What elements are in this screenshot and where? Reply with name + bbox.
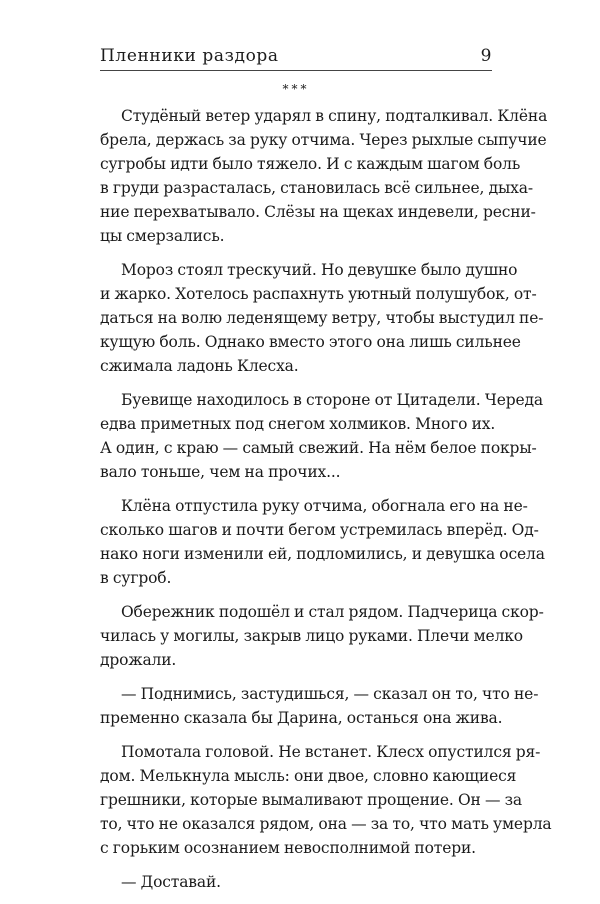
text-line: даться на волю леденящему ветру, чтобы выстудил пе- <box>100 309 544 327</box>
text-line: Буевище находилось в стороне от Цитадели. Череда <box>121 391 543 409</box>
text-line: дом. Мелькнула мысль: они двое, словно кающиеся <box>100 767 517 785</box>
paragraph <box>100 870 492 894</box>
page-number: 9 <box>480 46 492 66</box>
text-line: цы смерзались. <box>100 227 225 245</box>
text-line: брела, держась за руку отчима. Через рыхлые сыпучие <box>100 131 547 149</box>
paragraph <box>100 388 543 484</box>
text-line: в сугроб. <box>100 569 172 587</box>
text-line: Обережник подошёл и стал рядом. Падчерица скор- <box>121 603 544 621</box>
text-line: Мороз стоял трескучий. Но девушке было душно <box>121 261 518 279</box>
body-text <box>100 104 552 904</box>
text-line: А один, с краю — самый свежий. На нём белое покры- <box>100 439 537 457</box>
text-line: и жарко. Хотелось распахнуть уютный полушубок, от- <box>100 285 537 303</box>
text-line: грешники, которые вымаливают прощение. Он — за <box>100 791 522 809</box>
text-line: дрожали. <box>100 651 177 669</box>
text-line: Клёна отпустила руку отчима, обогнала его на не- <box>121 497 528 515</box>
text-line: сугробы идти было тяжело. И с каждым шагом боль <box>100 155 521 173</box>
paragraph <box>100 104 548 248</box>
text-line: сжимала ладонь Клесха. <box>100 357 299 375</box>
text-line: вало тоньше, чем на прочих... <box>100 463 341 481</box>
text-line: Помотала головой. Не встанет. Клесх опустился ря- <box>121 743 541 761</box>
paragraph <box>100 494 545 590</box>
running-header <box>100 40 492 66</box>
text-line: то, что не оказался рядом, она — за то, что мать умерла <box>100 815 552 833</box>
text-line: едва приметных под снегом холмиков. Много их. <box>100 415 496 433</box>
text-line: с горьким осознанием невосполнимой потери. <box>100 839 476 857</box>
text-line: пременно сказала бы Дарина, останься она жива. <box>100 709 503 727</box>
paragraph <box>100 600 544 672</box>
paragraph <box>100 258 544 378</box>
text-line: — Доставай. <box>121 873 221 891</box>
text-line: сколько шагов и почти бегом устремилась вперёд. Од- <box>100 521 539 539</box>
paragraph <box>100 682 539 730</box>
running-title: Пленники раздора <box>100 46 279 66</box>
section-separator: *** <box>282 82 310 96</box>
text-line: — Поднимись, застудишься, — сказал он то, что не- <box>121 685 539 703</box>
book-page <box>100 0 552 891</box>
text-line: чилась у могилы, закрыв лицо руками. Плечи мелко <box>100 627 523 645</box>
header-rule <box>100 70 492 71</box>
text-line: нако ноги изменили ей, подломились, и девушка осела <box>100 545 545 563</box>
text-line: кущую боль. Однако вместо этого она лишь сильнее <box>100 333 521 351</box>
text-line: Студёный ветер ударял в спину, подталкивал. Клёна <box>121 107 548 125</box>
text-line: ние перехватывало. Слёзы на щеках индевели, ресни- <box>100 203 536 221</box>
paragraph <box>100 740 552 860</box>
text-line: в груди разрасталась, становилась всё сильнее, дыха- <box>100 179 533 197</box>
